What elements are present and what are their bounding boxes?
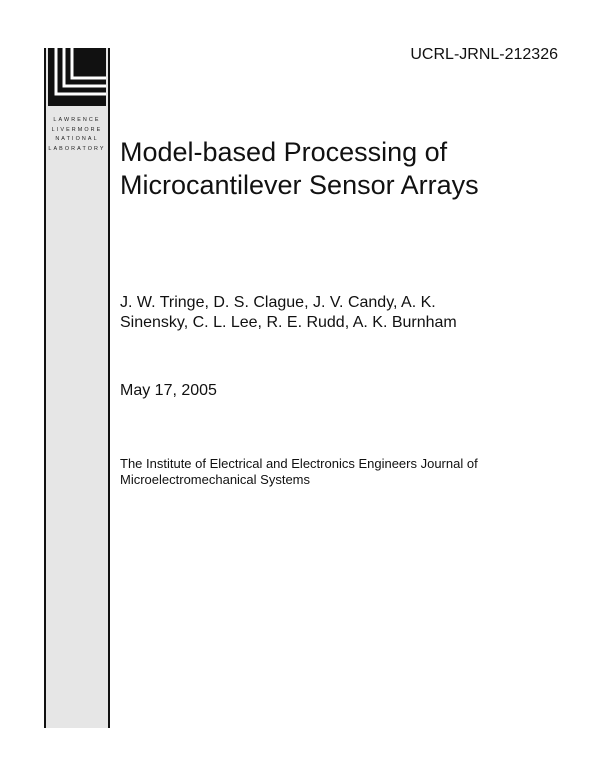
document-title xyxy=(120,136,560,202)
journal-line: Microelectromechanical Systems xyxy=(120,472,311,487)
llnl-logo-icon xyxy=(48,48,106,106)
journal-line: The Institute of Electrical and Electronics Engineers Journal of xyxy=(120,456,478,471)
journal-name xyxy=(120,456,570,488)
author-line: J. W. Tringe, D. S. Clague, J. V. Candy, A. K. xyxy=(120,294,436,311)
author-line: Sinensky, C. L. Lee, R. E. Rudd, A. K. Burnham xyxy=(120,314,457,331)
lab-name-line: NATIONAL xyxy=(55,136,99,143)
title-line: Microcantilever Sensor Arrays xyxy=(120,170,479,200)
lab-name-line: LIVERMORE xyxy=(51,126,103,133)
lab-name xyxy=(46,116,108,154)
lab-name-line: LABORATORY xyxy=(48,145,106,152)
publication-date: May 17, 2005 xyxy=(120,382,217,399)
title-line: Model-based Processing of xyxy=(120,137,448,167)
lab-name-line: LAWRENCE xyxy=(53,117,101,123)
report-id: UCRL-JRNL-212326 xyxy=(410,46,558,63)
author-list xyxy=(120,293,580,333)
